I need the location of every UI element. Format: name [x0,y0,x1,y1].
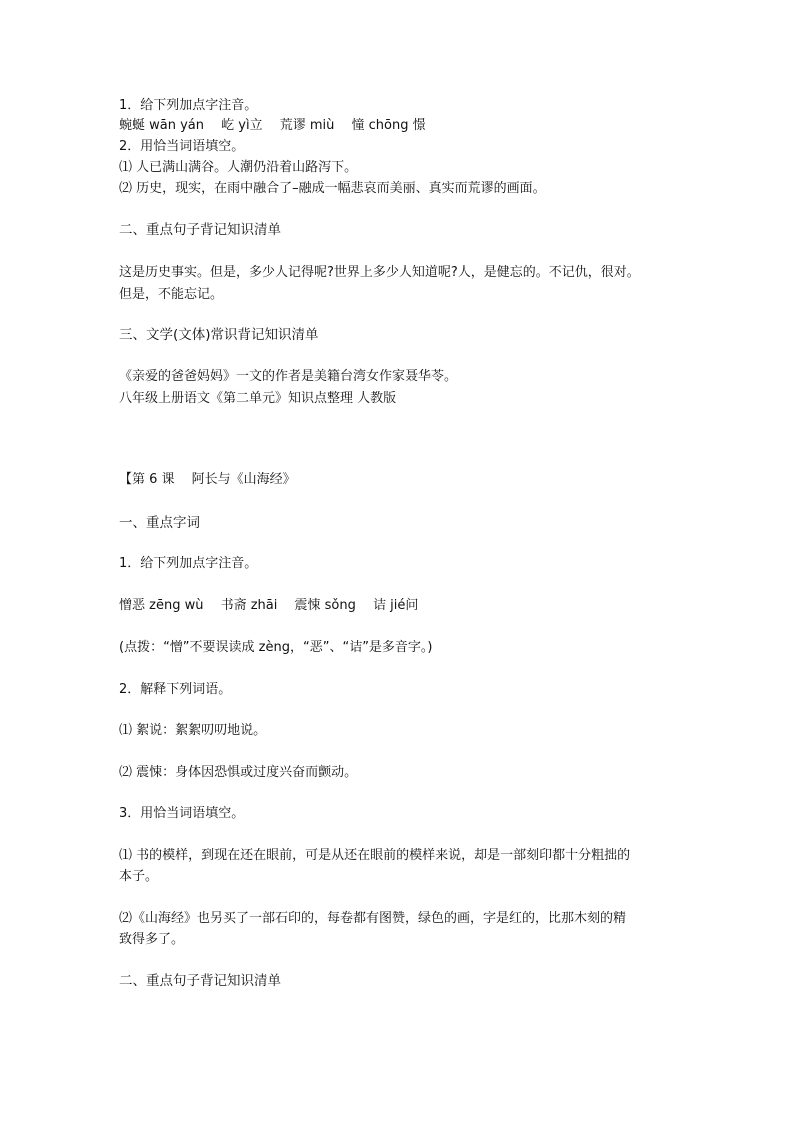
definition-item-2: ⑵ 震悚：身体因恐惧或过度兴奋而颤动。 [119,765,358,780]
lesson-question-2-title: 2．解释下列词语。 [119,682,232,697]
section-title-literature: 三、文学(文体)常识背记知识清单 [119,327,319,343]
lesson-fill-item-2-line-1: ⑵《山海经》也另买了一部石印的，每卷都有图赞，绿色的画，字是红的，比那木刻的精 [119,911,627,926]
lesson-question-1-title: 1．给下列加点字注音。 [119,556,258,571]
lesson-pinyin-items: 憎恶 zēng wù 书斋 zhāi 震悚 sǒng 诘 jié问 [119,598,419,613]
key-sentence-line-2: 但是，不能忘记。 [119,287,224,302]
question-2-title: 2．用恰当词语填空。 [119,139,245,154]
fill-item-2: ⑵ 历史，现实，在雨中融合了–融成一幅悲哀而美丽、真实而荒谬的画面。 [119,181,546,196]
fill-item-1: ⑴ 人已满山满谷。人潮仍沿着山路泻下。 [119,160,358,175]
lesson-fill-item-1-line-2: 本子。 [119,869,159,884]
lesson-heading: 【第 6 课 阿长与《山海经》 [119,472,296,487]
definition-item-1: ⑴ 絮说：絮絮叨叨地说。 [119,723,267,738]
lesson-section-title-key-sentences: 二、重点句子背记知识清单 [119,973,281,989]
pronunciation-note: (点拨：“憎”不要误读成 zèng，“恶”、“诘”是多音字。) [119,640,433,655]
lesson-fill-item-1-line-1: ⑴ 书的模样，到现在还在眼前，可是从还在眼前的模样来说，却是一部刻印都十分粗拙的 [119,848,631,863]
literature-fact: 《亲爱的爸爸妈妈》一文的作者是美籍台湾女作家聂华苓。 [119,369,458,384]
pinyin-items: 蜿蜒 wān yán 屹 yì立 荒谬 miù 憧 chōng 憬 [119,118,426,133]
section-title-key-sentences: 二、重点句子背记知识清单 [119,222,281,238]
question-1-title: 1．给下列加点字注音。 [119,98,258,113]
document-title: 八年级上册语文《第二单元》知识点整理 人教版 [119,391,397,406]
lesson-fill-item-2-line-2: 致得多了。 [119,932,185,947]
key-sentence-line-1: 这是历史事实。但是，多少人记得呢?世界上多少人知道呢?人，是健忘的。不记仇，很对。 [119,265,640,280]
section-title-key-words: 一、重点字词 [119,515,200,531]
lesson-question-3-title: 3．用恰当词语填空。 [119,806,245,821]
